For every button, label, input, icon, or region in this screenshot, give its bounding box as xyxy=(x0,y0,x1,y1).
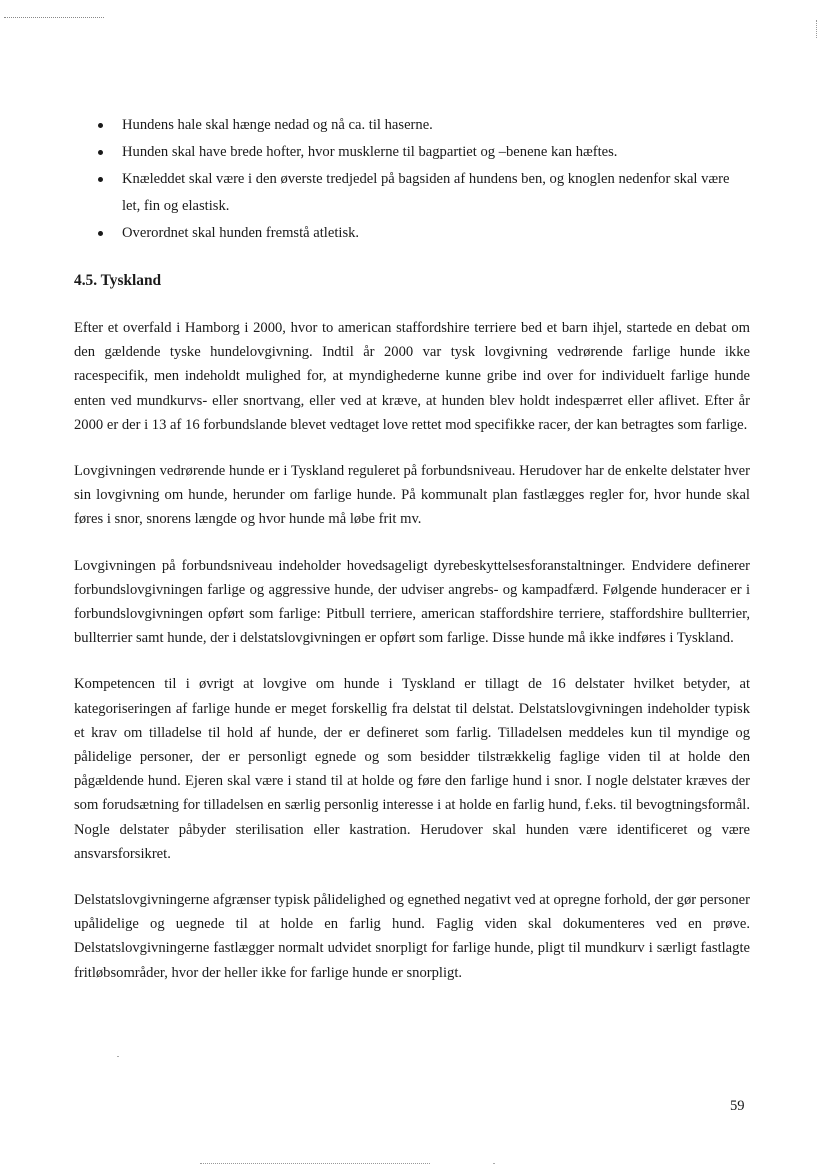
list-item xyxy=(74,220,750,247)
list-item xyxy=(74,166,750,220)
list-item xyxy=(74,139,750,166)
scan-artifact-bottom xyxy=(200,1163,430,1164)
bullet-icon xyxy=(98,177,103,182)
scan-artifact-top xyxy=(4,17,104,18)
bullet-icon xyxy=(98,123,103,128)
bullet-icon xyxy=(98,231,103,236)
section-heading: 4.5. Tyskland xyxy=(74,272,162,289)
page-number: 59 xyxy=(730,1098,745,1114)
scan-artifact-dot-bottom xyxy=(493,1163,495,1164)
paragraph-1: Efter et overfald i Hamborg i 2000, hvor to american staffordshire terriere bed et barn ihjel, startede en debat om den gældende tyske hundelovgivning. Indtil år 2000 var tysk lovgivning vedrørende farlige hunde ikke racespecifik, men indeholdt mulighed for, at myndighederne kunne gribe ind over for individuelt farlige hunde enten ved mundkurvs- eller snortvang, eller ved at kræve, at hunden blev holdt indespærret eller aflivet. Efter år 2000 er der i 13 af 16 forbundslande blevet vedtaget love rettet mod specifikke racer, der kan betragtes som farlige. xyxy=(74,320,750,433)
page-content xyxy=(74,112,750,985)
bullet-list xyxy=(74,112,750,247)
scan-artifact-dot-left xyxy=(117,1056,119,1057)
list-item-text: Knæleddet skal være i den øverste tredjedel på bagsiden af hundens ben, og knoglen nedenfor skal være let, fin og elastisk. xyxy=(122,171,730,214)
list-item-text: Overordnet skal hunden fremstå atletisk. xyxy=(122,225,360,241)
paragraph-2: Lovgivningen vedrørende hunde er i Tyskland reguleret på forbundsniveau. Herudover har de enkelte delstater hver sin lovgivning om hunde, herunder om farlige hunde. På kommunalt plan fastlægges regler for, hvor hunde skal føres i snor, snorens længde og hvor hunde må løbe frit mv. xyxy=(74,463,750,528)
list-item xyxy=(74,112,750,139)
list-item-text: Hunden skal have brede hofter, hvor musklerne til bagpartiet og –benene kan hæftes. xyxy=(122,144,618,160)
paragraph-5: Delstatslovgivningerne afgrænser typisk pålidelighed og egnethed negativt ved at opregne forhold, der gør personer upålidelige og uegnede til at holde en farlig hund. Faglig viden skal dokumenteres ved en prøve. Delstatslovgivningerne fastlægger normalt udvidet snorpligt for farlige hunde, pligt til mundkurv i særligt fastlagte fritløbsområder, hvor der heller ikke for farlige hunde er snorpligt. xyxy=(74,892,750,981)
paragraph-4: Kompetencen til i øvrigt at lovgive om hunde i Tyskland er tillagt de 16 delstater hvilket betyder, at kategoriseringen af farlige hunde er meget forskellig fra delstat til delstat. Delstatslovgivningen indeholder typisk et krav om tilladelse til hold af hunde, der er defineret som farlig. Tilladelsen meddeles kun til myndige og pålidelige personer, der er personligt egnede og som besidder tilstrækkelig faglige viden til at holde den pågældende hund. Ejeren skal være i stand til at holde og føre den farlige hund i snor. I nogle delstater kræves der som forudsætning for tilladelsen en særlig personlig interesse i at holde en farlig hund, f.eks. til bevogtningsformål. Nogle delstater påbyder sterilisation eller kastration. Herudover skal hunden være identificeret og være ansvarsforsikret. xyxy=(74,676,750,862)
scan-artifact-right xyxy=(816,20,817,38)
list-item-text: Hundens hale skal hænge nedad og nå ca. til haserne. xyxy=(122,117,433,133)
bullet-icon xyxy=(98,150,103,155)
paragraph-3: Lovgivningen på forbundsniveau indeholder hovedsageligt dyrebeskyttelsesforanstaltninger. Endvidere definerer forbundslovgivningen farlige og aggressive hunde, der udviser angrebs- og kampadfærd. Følgende hunderacer er i forbundslovgivningen opført som farlige: Pitbull terriere, american staffordshire terriere, staffordshire bullterrier, bullterrier samt hunde, der i delstatslovgivningen er opført som farlige. Disse hunde må ikke indføres i Tyskland. xyxy=(74,557,750,647)
